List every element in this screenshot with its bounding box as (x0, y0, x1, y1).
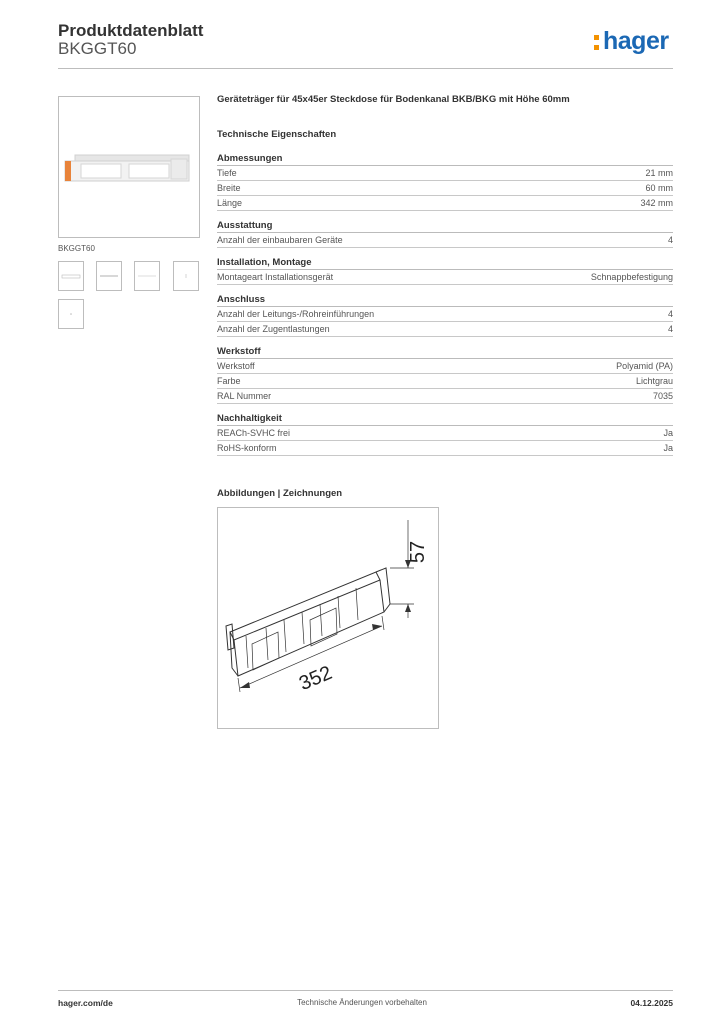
spec-row (217, 196, 673, 211)
product-title: Geräteträger für 45x45er Steckdose für Bodenkanal BKB/BKG mit Höhe 60mm (217, 94, 570, 105)
technical-drawing[interactable] (217, 507, 439, 729)
spec-label: RAL Nummer (217, 391, 272, 401)
spec-row (217, 359, 673, 374)
spec-value: 60 mm (645, 183, 673, 193)
tech-heading: Technische Eigenschaften (217, 129, 337, 140)
spec-label: Breite (217, 183, 241, 193)
section-title: Werkstoff (217, 346, 673, 359)
product-code: BKGGT60 (58, 39, 137, 58)
thumbnail-3[interactable] (134, 261, 160, 291)
spec-value: 342 mm (640, 198, 673, 208)
spec-label: Werkstoff (217, 361, 255, 371)
spec-label: RoHS-konform (217, 443, 277, 453)
product-photo-icon (59, 97, 199, 237)
section-title: Nachhaltigkeit (217, 413, 673, 426)
image-caption: BKGGT60 (58, 244, 95, 253)
section-installation (217, 257, 673, 285)
spec-value: Lichtgrau (635, 376, 673, 386)
spec-value: 7035 (652, 391, 673, 401)
page-title: Produktdatenblatt (58, 21, 204, 40)
dim-height-label: 57 (407, 540, 429, 564)
spec-label: Länge (217, 198, 243, 208)
thumb-drawing-icon (59, 262, 83, 290)
spec-row (217, 426, 673, 441)
dimension-drawing-icon (218, 508, 438, 728)
spec-label: Montageart Installationsgerät (217, 272, 334, 282)
spec-label: Farbe (217, 376, 241, 386)
spec-content (217, 94, 673, 456)
dim-length-label: 352 (295, 661, 336, 696)
spec-row (217, 441, 673, 456)
spec-row (217, 374, 673, 389)
spec-value: 4 (667, 309, 673, 319)
thumbnail-1[interactable] (58, 261, 84, 291)
thumb-drawing-icon (59, 300, 83, 328)
thumb-drawing-icon (97, 262, 121, 290)
footer-disclaimer: Technische Änderungen vorbehalten (297, 998, 427, 1007)
hager-logo: hager (603, 27, 669, 55)
spec-value: Ja (663, 428, 673, 438)
section-title: Anschluss (217, 294, 673, 307)
figures-heading: Abbildungen | Zeichnungen (217, 488, 343, 499)
section-title: Abmessungen (217, 153, 673, 166)
footer-date: 04.12.2025 (630, 998, 673, 1008)
thumbnail-2[interactable] (96, 261, 122, 291)
spec-value: 4 (667, 324, 673, 334)
thumb-drawing-icon (174, 262, 198, 290)
spec-value: Schnappbefestigung (590, 272, 673, 282)
spec-label: Anzahl der Leitungs-/Rohreinführungen (217, 309, 375, 319)
spec-label: Anzahl der einbaubaren Geräte (217, 235, 343, 245)
spec-row (217, 322, 673, 337)
spec-value: 4 (667, 235, 673, 245)
spec-row (217, 233, 673, 248)
footer-website-link[interactable]: hager.com/de (58, 998, 113, 1008)
section-anschluss (217, 294, 673, 337)
thumbnail-5[interactable] (58, 299, 84, 329)
hager-logo-dots-icon (594, 35, 599, 55)
spec-row (217, 389, 673, 404)
section-abmessungen (217, 153, 673, 211)
spec-value: Polyamid (PA) (616, 361, 673, 371)
thumb-drawing-icon (135, 262, 159, 290)
section-title: Ausstattung (217, 220, 673, 233)
spec-label: Tiefe (217, 168, 237, 178)
spec-row (217, 181, 673, 196)
thumbnail-4[interactable] (173, 261, 199, 291)
section-title: Installation, Montage (217, 257, 673, 270)
spec-row (217, 307, 673, 322)
spec-value: Ja (663, 443, 673, 453)
header-divider (58, 68, 673, 69)
section-ausstattung (217, 220, 673, 248)
spec-label: REACh-SVHC frei (217, 428, 291, 438)
spec-row (217, 166, 673, 181)
section-nachhaltigkeit (217, 413, 673, 456)
footer-divider (58, 990, 673, 991)
section-werkstoff (217, 346, 673, 404)
spec-row (217, 270, 673, 285)
product-image[interactable] (58, 96, 200, 238)
spec-value: 21 mm (645, 168, 673, 178)
spec-label: Anzahl der Zugentlastungen (217, 324, 330, 334)
